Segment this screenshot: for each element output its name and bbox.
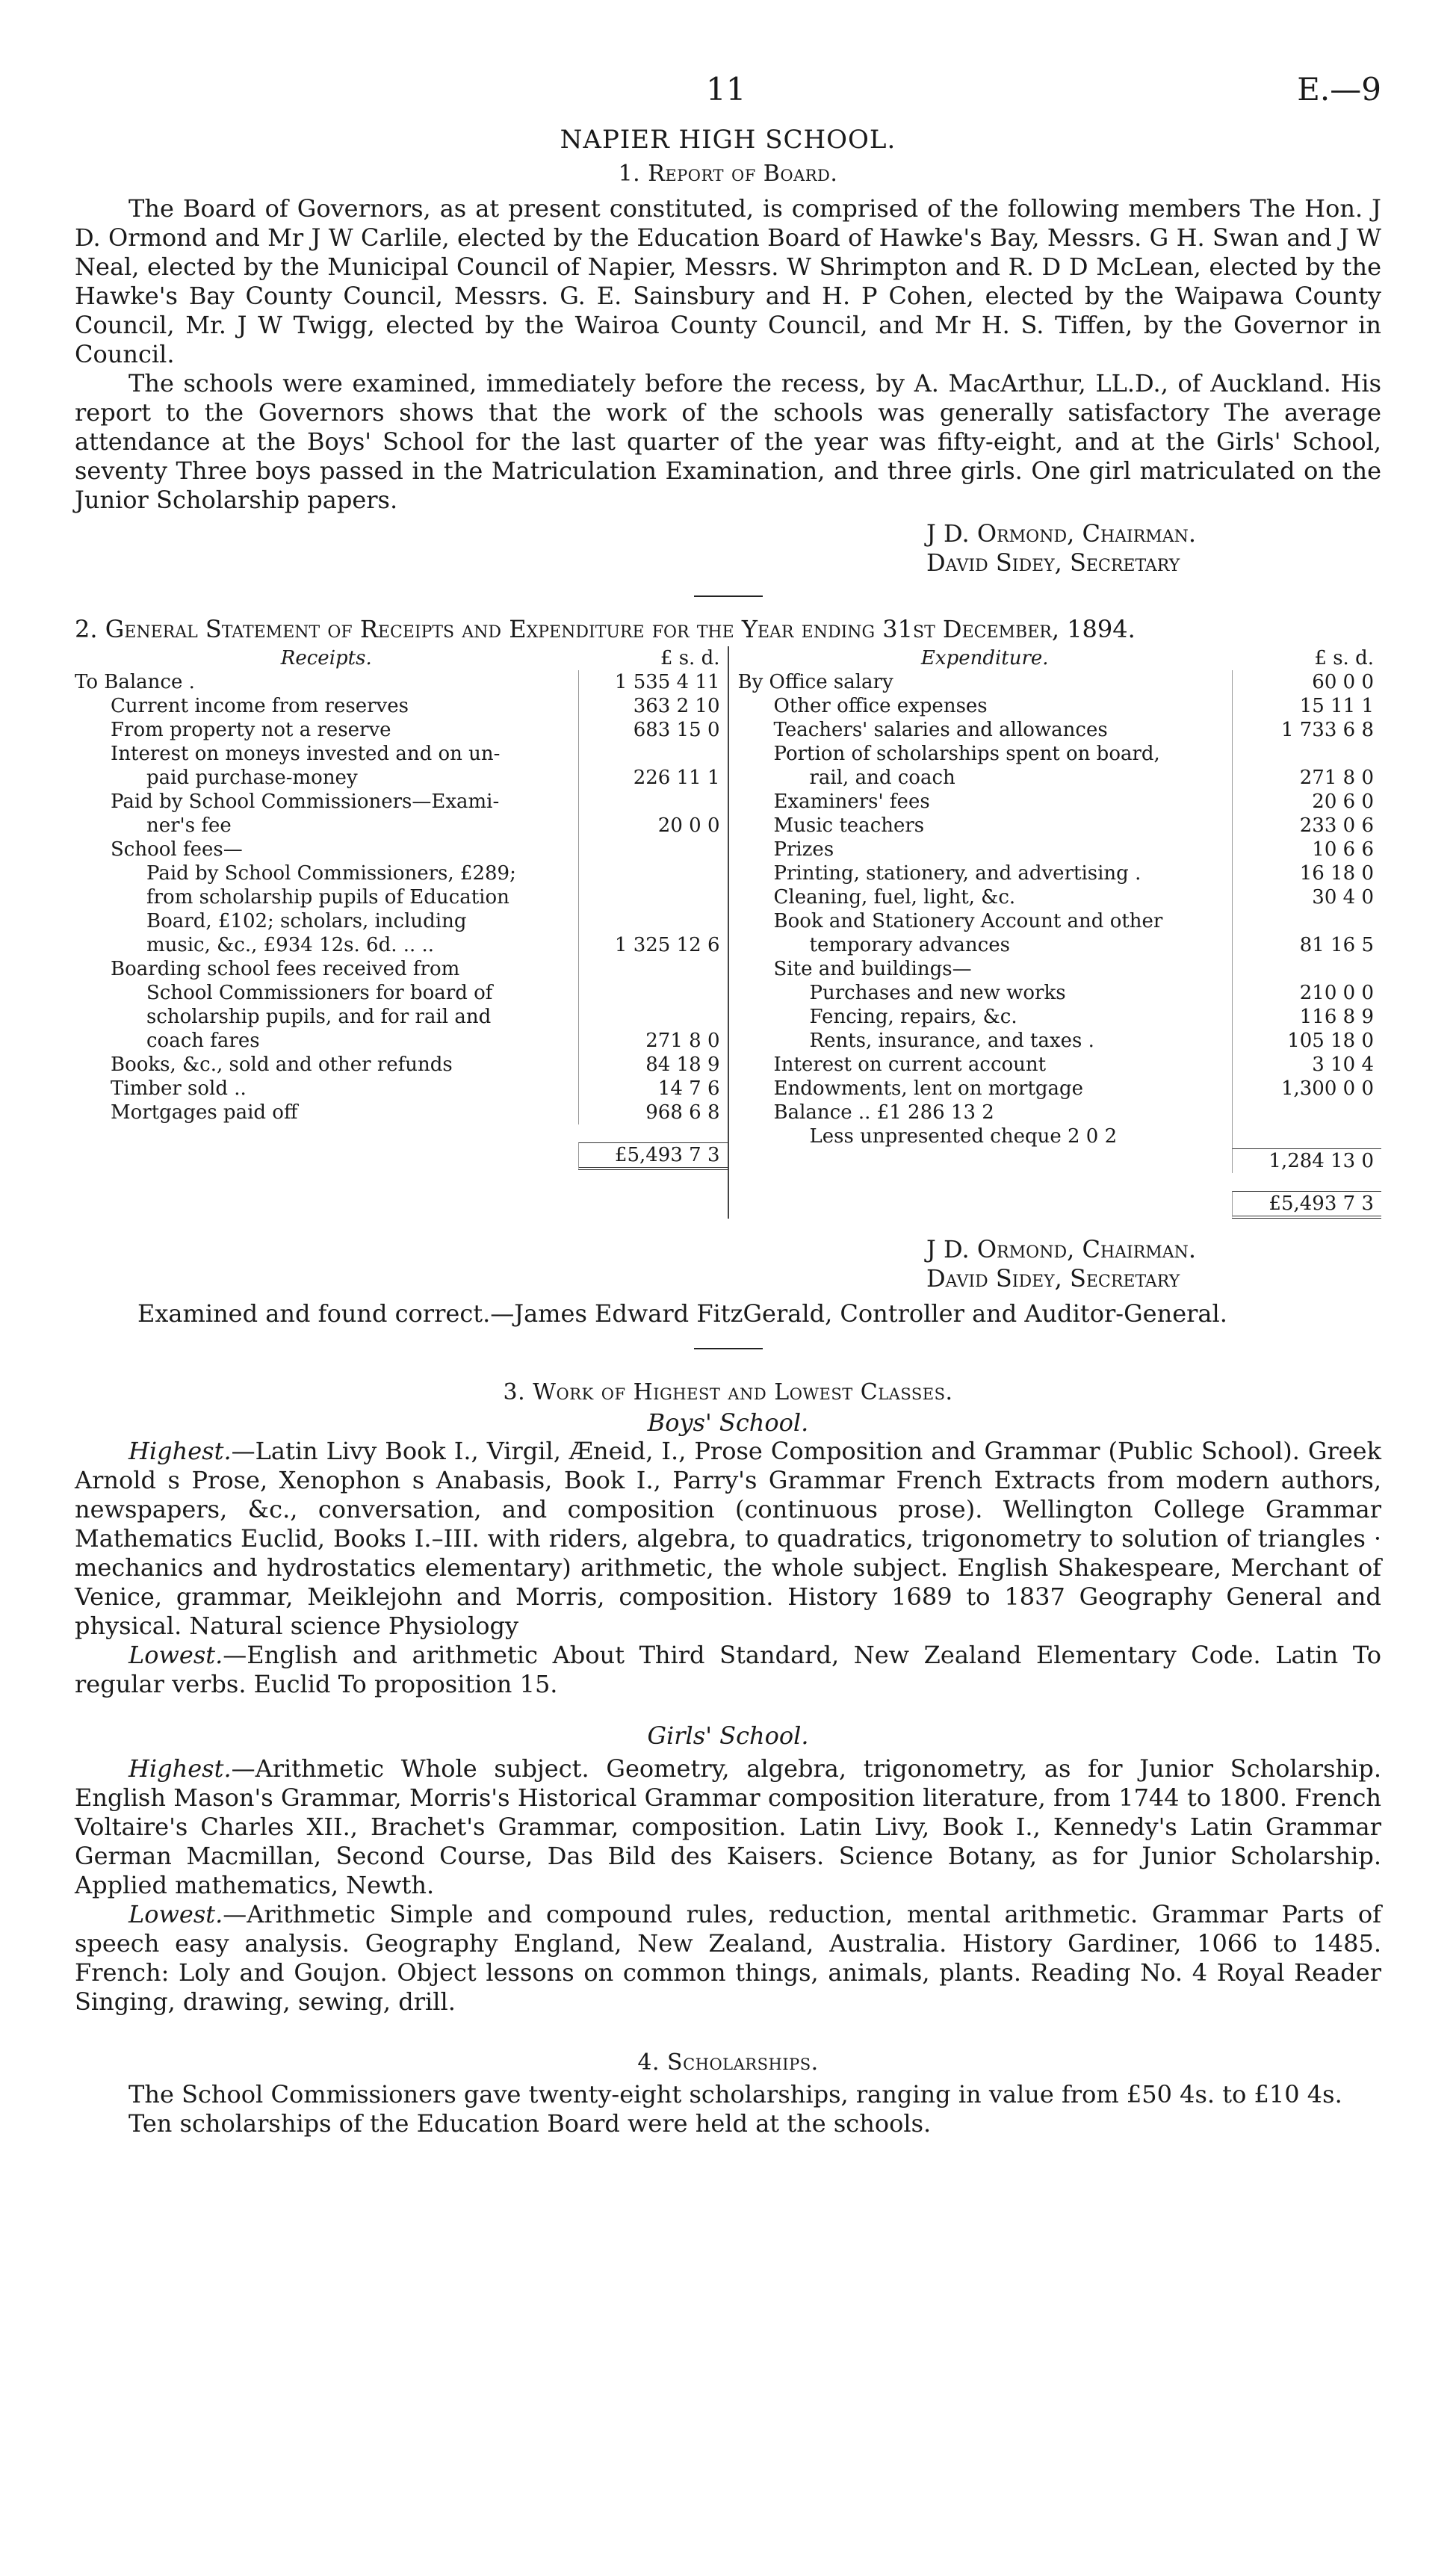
expenditure-row [738,718,1382,742]
receipts-item-text: Paid by School Commissioners, £289; [146,862,516,885]
expenditure-item-text: Interest on current account [773,1054,1047,1076]
girls-highest-paragraph: Highest.—Arithmetic Whole subject. Geometry, algebra, trigonometry, as for Junior Scholarship. English Mason's Grammar, Morris's Historical Grammar composition literature, from 1744 to 1800. French Voltaire's Charles XII., Brachet's Grammar, composition. Latin Livy, Book I., Kennedy's Latin Grammar German Macmillan, Second Course, Das Bild des Kaisers. Science Botany, as for Junior Scholarship. Applied mathematics, Newth. [75,1754,1381,1899]
section-2-heading: 2. General Statement of Receipts and Expenditure for the Year ending 31st December, 1894. [75,615,1136,643]
receipts-row [75,885,728,909]
receipts-row [75,1101,728,1124]
receipts-item-amount [578,909,728,933]
receipts-item-text: From property not a reserve [111,719,391,741]
expenditure-row [738,814,1382,838]
expenditure-row [738,790,1382,814]
receipts-total-row [75,1142,728,1170]
education-board-scholarships-paragraph: Ten scholarships of the Education Board were held at the schools. [128,2109,932,2138]
expenditure-item-text: Prizes [773,838,834,861]
receipts-item-text: Boarding school fees received from [111,958,460,980]
expenditure-item-amount: 30 4 0 [1232,885,1381,909]
expenditure-item-text: Cleaning, fuel, light, &c. [773,886,1016,909]
signature-chairman: J D. Ormond, Chairman. [926,519,1197,548]
expenditure-item-amount: 60 0 0 [1232,670,1381,694]
boys-lowest-paragraph: Lowest.—English and arithmetic About Third Standard, New Zealand Elementary Code. Latin To regular verbs. Euclid To proposition 15. [75,1641,1381,1698]
receipts-row [75,814,728,838]
receipts-item-text: music, &c., £934 12s. 6d. .. .. [146,934,435,956]
receipts-item-text: scholarship pupils, and for rail and [146,1006,492,1028]
receipts-item-amount [578,838,728,861]
receipts-item-amount: 20 0 0 [578,814,728,838]
expenditure-item-amount: 1,300 0 0 [1232,1077,1381,1101]
receipts-item-text: Mortgages paid off [111,1101,298,1124]
expenditure-row [738,742,1382,766]
receipts-item-amount [578,742,728,766]
money-header: £ s. d. [1314,647,1374,669]
receipts-item-text: from scholarship pupils of Education [146,886,509,909]
girls-lowest-paragraph: Lowest.—Arithmetic Simple and compound rules, reduction, mental arithmetic. Grammar Parts of speech easy analysis. Geography England, New Zealand, Australia. History Gardiner, 1066 to 1485. French: Loly and Goujon. Object lessons on common things, animals, plants. Reading No. 4 Royal Reader Singing, drawing, sewing, drill. [75,1900,1381,2016]
expenditure-item-text: Site and buildings— [773,958,972,980]
receipts-row [75,861,728,885]
receipts-item-amount [578,981,728,1005]
expenditure-item-amount: 81 16 5 [1232,933,1381,957]
expenditure-item-text: temporary advances [809,934,1010,956]
receipts-item-text: ner's fee [146,814,232,837]
girls-school-label: Girls' School. [647,1721,809,1750]
expenditure-item-text: Other office expenses [773,695,988,717]
expenditure-row [738,1101,1382,1124]
receipts-row [75,838,728,861]
expenditure-item-amount [1232,957,1381,981]
examination-paragraph: The schools were examined, immediately before the recess, by A. MacArthur, LL.D., of Auckland. His report to the Governors shows that the work of the schools was generally satisfactory The average attendance at the Boys' School for the last quarter of the year was fifty-eight, and at the Girls' School, seventy Three boys passed in the Matriculation Examination, and three girls. One girl matriculated on the Junior Scholarship papers. [75,369,1381,514]
receipts-item-amount [578,885,728,909]
receipts-item-text: Board, £102; scholars, including [146,910,467,932]
expenditure-row [738,981,1382,1005]
money-header: £ s. d. [660,647,720,669]
expenditure-item-amount: 1,284 13 0 [1232,1148,1381,1173]
expenditure-label: Expenditure. [920,647,1049,669]
page-number: 11 [706,71,746,108]
expenditure-row [738,1124,1382,1148]
expenditure-row [738,1053,1382,1077]
expenditure-row [738,933,1382,957]
receipts-label: Receipts. [280,647,372,669]
receipts-item-text: Paid by School Commissioners—Exami- [111,790,500,813]
expenditure-row [738,1148,1382,1173]
expenditure-row [738,1029,1382,1053]
receipts-row [75,766,728,790]
expenditure-item-amount: 210 0 0 [1232,981,1381,1005]
receipts-row [75,694,728,718]
audit-note: Examined and found correct.—James Edward FitzGerald, Controller and Auditor-General. [137,1299,1227,1328]
expenditure-item-amount: 3 10 4 [1232,1053,1381,1077]
receipts-item-text: Timber sold .. [111,1077,247,1100]
expenditure-row [738,838,1382,861]
section-3-heading: 3. Work of Highest and Lowest Classes. [503,1379,953,1405]
expenditure-row [738,861,1382,885]
expenditure-item-text: Printing, stationery, and advertising . [773,862,1141,885]
board-paragraph: The Board of Governors, as at present constituted, is comprised of the following members The Hon. J D. Ormond and Mr J W Carlile, elected by the Education Board of Hawke's Bay, Messrs. G H. Swan and J W Neal, elected by the Municipal Council of Napier, Messrs. W Shrimpton and R. D D McLean, elected by the Hawke's Bay County Council, Messrs. G. E. Sainsbury and H. P Cohen, elected by the Waipawa County Council, Mr. J W Twigg, elected by the Wairoa County Council, and Mr H. S. Tiffen, by the Governor in Council. [75,194,1381,368]
expenditure-row [738,1005,1382,1029]
receipts-row [75,1005,728,1029]
scholarships-paragraph: The School Commissioners gave twenty-eight scholarships, ranging in value from £50 4s. to £10 4s. [128,2080,1342,2108]
receipts-item-text: School fees— [111,838,243,861]
expenditure-item-text: Book and Stationery Account and other [773,910,1163,932]
expenditure-item-amount: 271 8 0 [1232,766,1381,790]
statement-signature-secretary: David Sidey, Secretary [926,1264,1180,1293]
receipts-row [75,718,728,742]
expenditure-item-text: Endowments, lent on mortgage [773,1077,1084,1100]
receipts-item-text: School Commissioners for board of [146,982,493,1004]
expenditure-item-text: Fencing, repairs, &c. [809,1006,1017,1028]
expenditure-item-amount [1232,909,1381,933]
expenditure-item-text [738,1148,1233,1173]
document-reference: E.—9 [1297,71,1381,108]
receipts-item-amount: 271 8 0 [578,1029,728,1053]
receipts-item-amount: 1 325 12 6 [578,933,728,957]
receipts-item-amount: 14 7 6 [578,1077,728,1101]
receipts-item-amount: 683 15 0 [578,718,728,742]
expenditure-item-amount: 105 18 0 [1232,1029,1381,1053]
expenditure-row [738,957,1382,981]
expenditure-item-text: Balance .. £1 286 13 2 [773,1101,994,1124]
expenditure-item-text: rail, and coach [809,767,955,789]
expenditure-item-amount: 233 0 6 [1232,814,1381,838]
expenditure-item-text: By Office salary [737,671,893,693]
page-title: NAPIER HIGH SCHOOL. [560,125,896,155]
receipts-item-amount [578,1005,728,1029]
receipts-item-text: Interest on moneys invested and on un- [111,743,501,765]
receipts-row [75,957,728,981]
expenditure-total: £5,493 7 3 [1232,1191,1381,1219]
expenditure-item-amount: 1 733 6 8 [1232,718,1381,742]
receipts-item-amount [578,861,728,885]
receipts-column [75,646,729,1219]
receipts-item-amount: 968 6 8 [578,1101,728,1124]
receipts-item-amount: 363 2 10 [578,694,728,718]
section-1-heading: 1. Report of Board. [618,161,838,187]
receipts-header [75,646,728,670]
expenditure-row [738,909,1382,933]
receipts-item-amount [578,957,728,981]
expenditure-total-row [738,1191,1382,1219]
statement-signature-chairman: J D. Ormond, Chairman. [926,1235,1197,1263]
expenditure-item-text: Purchases and new works [809,982,1066,1004]
section-4-heading: 4. Scholarships. [637,2049,819,2076]
expenditure-item-text: Rents, insurance, and taxes . [809,1030,1094,1052]
signature-secretary: David Sidey, Secretary [926,548,1180,577]
expenditure-item-amount: 116 8 9 [1232,1005,1381,1029]
receipts-item-amount [578,790,728,814]
receipts-row [75,1053,728,1077]
receipts-row [75,909,728,933]
expenditure-item-amount [1232,742,1381,766]
receipts-row [75,981,728,1005]
expenditure-column [729,646,1382,1219]
receipts-row [75,933,728,957]
receipts-item-amount: 1 535 4 11 [578,670,728,694]
expenditure-item-amount: 16 18 0 [1232,861,1381,885]
expenditure-item-amount: 15 11 1 [1232,694,1381,718]
expenditure-row [738,694,1382,718]
receipts-row [75,742,728,766]
expenditure-row [738,1077,1382,1101]
receipts-item-text: Books, &c., sold and other refunds [111,1054,453,1076]
receipts-item-text: paid purchase-money [146,767,358,789]
expenditure-item-text: Less unpresented cheque 2 0 2 [809,1125,1118,1148]
accounts-statement [75,646,1381,1219]
expenditure-row [738,670,1382,694]
page-header [75,71,1381,116]
expenditure-item-amount: 10 6 6 [1232,838,1381,861]
divider [694,1348,763,1349]
divider [694,595,763,597]
receipts-item-text: Current income from reserves [111,695,409,717]
expenditure-item-amount: 20 6 0 [1232,790,1381,814]
expenditure-item-text: Music teachers [773,814,925,837]
receipts-item-amount: 84 18 9 [578,1053,728,1077]
expenditure-row [738,885,1382,909]
receipts-row [75,670,728,694]
expenditure-item-text: Portion of scholarships spent on board, [773,743,1160,765]
receipts-item-text: coach fares [146,1030,260,1052]
expenditure-row [738,766,1382,790]
expenditure-header [738,646,1382,670]
expenditure-item-text: Teachers' salaries and allowances [773,719,1108,741]
receipts-row [75,1029,728,1053]
receipts-row [75,1077,728,1101]
expenditure-item-text: Examiners' fees [773,790,930,813]
expenditure-item-amount [1232,1124,1381,1148]
boys-school-label: Boys' School. [647,1408,809,1437]
receipts-row [75,790,728,814]
receipts-total: £5,493 7 3 [578,1142,728,1170]
boys-highest-paragraph: Highest.—Latin Livy Book I., Virgil, Æneid, I., Prose Composition and Grammar (Public School). Greek Arnold s Prose, Xenophon s Anabasis, Book I., Parry's Grammar French Extracts from modern authors, newspapers, &c., conversation, and composition (continuous prose). Wellington College Grammar Mathematics Euclid, Books I.–III. with riders, algebra, to quadratics, trigonometry to solution of triangles · mechanics and hydrostatics elementary) arithmetic, the whole subject. English Shakespeare, Merchant of Venice, grammar, Meiklejohn and Morris, composition. History 1689 to 1837 Geography General and physical. Natural science Physiology [75,1437,1381,1640]
expenditure-item-amount [1232,1101,1381,1124]
receipts-item-amount: 226 11 1 [578,766,728,790]
receipts-item-text: To Balance . [75,671,195,693]
